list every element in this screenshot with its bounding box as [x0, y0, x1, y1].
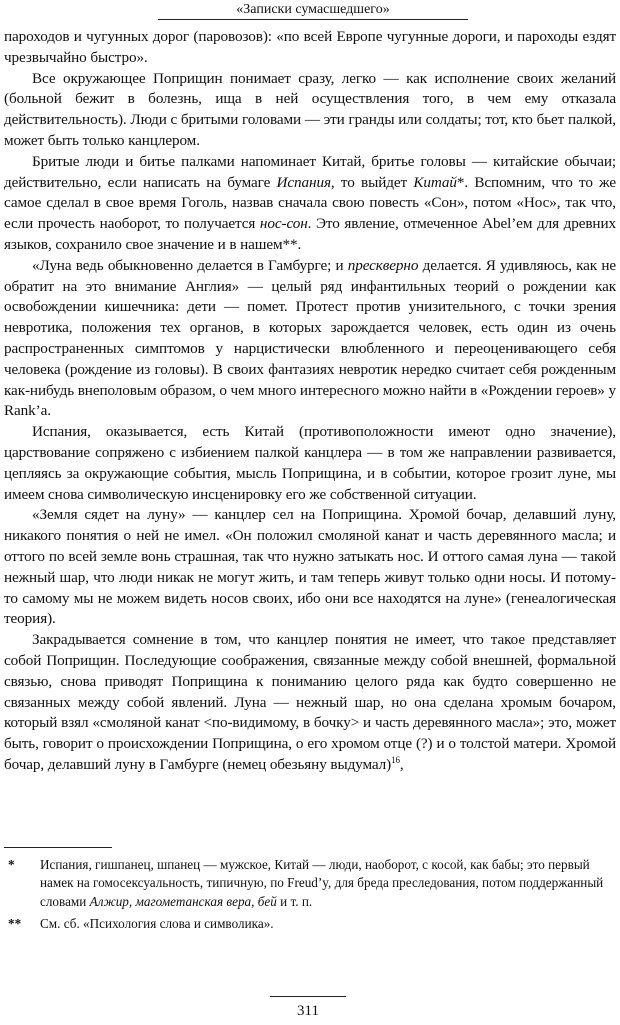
text-span: делается. Я удивляюсь, как не обратит на это внимание Англия» — целый ряд инфантильных теорий о рождении как освобождении кишечника: дети — помет. Протест против унизительного, с точки зрения невротика, положения тех органов, в которых зарождается человек, есть один из очень распространенных симптомов у нарцистически влюбленного и переоценивающего себя человека (рождение из головы). В своих фантазиях невротик нередко считает себя рожденным как-нибудь внеполовым образом, о чем много интересного можно найти в «Рождении героев» у Rank’a. [4, 256, 616, 420]
text-span: , то выйдет [330, 173, 414, 191]
paragraph [4, 27, 616, 69]
paragraph [4, 69, 616, 152]
footnote [4, 915, 616, 933]
running-header: «Записки сумасшедшего» [236, 2, 390, 17]
footnotes [4, 856, 616, 938]
text-span: *. Вспомним, что то же самое сделал в свое время Гоголь, назвав сначала свою повесть «Сон», потом «Нос», так что, если прочесть наоборот, то получается [4, 173, 616, 233]
italic-span: Испания [276, 173, 331, 191]
paragraph [4, 630, 616, 776]
text-span: . Это явление, отмеченное Abel’ем для древних языков, сохранило свое значение и в нашем**. [4, 215, 616, 253]
page-number-rule [270, 996, 346, 997]
text-span: «Земля сядет на луну» — канцлер сел на Поприщина. Хромой бочар, делавший луну, никакого понятия о ней не имел. «Он положил смоляной канат и часть деревянного масла; и оттого по всей земле вонь страшная, так что нужно затыкать нос. И оттого самая луна — такой нежный шар, что люди никак не могут жить, и там теперь живут только одни носы. И потому-то самому мы не можем видеть носов своих, ибо они все находятся на луне» (генеалогическая теория). [4, 506, 616, 628]
paragraph [4, 152, 616, 256]
footnote [4, 856, 616, 911]
footnote-text [40, 915, 616, 933]
text-span: и т. п. [276, 893, 313, 909]
footnote-text [40, 856, 616, 911]
text-span: Испания, гишпанец, шпанец — мужское, Китай — люди, наоборот, с косой, как бабы; это первый намек на гомосексуальность, типичную, по Freud’y, для бреда преследования, потом поддержанный словами [40, 857, 604, 909]
text-span: Испания, оказывается, есть Китай (противоположности имеют одно значение), царствование сопряжено с избиением палкой канцлера — в том же направлении развивается, цепляясь за окружающие события, мысль Поприщина, и в событии, которое грозит луне, мы имеем снова символическую инсценировку его же собственной ситуации. [4, 423, 616, 503]
footnote-mark: * [8, 857, 15, 872]
footnote-mark: ** [8, 916, 22, 932]
paragraph [4, 256, 616, 422]
paragraph [4, 505, 616, 630]
main-text [4, 27, 616, 776]
text-span: См. сб. «Психология слова и символика». [40, 916, 274, 932]
text-span: Бритые люди и битье палками напоминает Китай, бритье головы — китайские обычаи; действительно, если написать на бумаге [4, 152, 616, 191]
italic-span: прескверно [347, 256, 419, 274]
italic-span: Китай [413, 173, 457, 191]
text-span: «Луна ведь обыкновенно делается в Гамбурге; и [32, 256, 348, 274]
footnote-rule [4, 847, 112, 848]
text-span: , [399, 755, 404, 773]
text-span: Все окружающее Поприщин понимает сразу, легко — как исполнение своих желаний (больной бежит в болезнь, ища в ней осуществления того, в чем ему отказала действительность). Люди с бритыми головами — эти гранды или солдаты; тот, кто бьет палкой, может быть только канцлером. [4, 69, 616, 149]
italic-span: Алжир, магометанская вера, бей [89, 893, 277, 909]
page-number: 311 [297, 1003, 319, 1019]
text-span: Закрадывается сомнение в том, что канцлер понятия не имеет, что такое представляет собой Поприщин. Последующие соображения, связанные между собой внешней, формальной связью, снова приводят Поприщина к пониманию целого ряда как будто совершенно не связанных между собой явлений. Луна — нежный шар, но она сделана хромым бочаром, который взял «смоляной канат <по-видимому, в бочку> и часть деревянного масла»; это, может быть, говорит о происхождении Поприщина, о его хромом отце (?) и о толстой матери. Хромой бочар, делавший луну в Гамбурге (немец обезьяну выдумал) [4, 631, 616, 773]
paragraph [4, 422, 616, 505]
footnote-reference: 16 [391, 754, 400, 765]
italic-span: нос-сон [259, 215, 308, 233]
text-span: пароходов и чугунных дорог (паровозов): «по всей Европе чугунные дороги, и пароходы ездят чрезвычайно быстро». [4, 28, 616, 66]
header-rule [158, 19, 468, 20]
